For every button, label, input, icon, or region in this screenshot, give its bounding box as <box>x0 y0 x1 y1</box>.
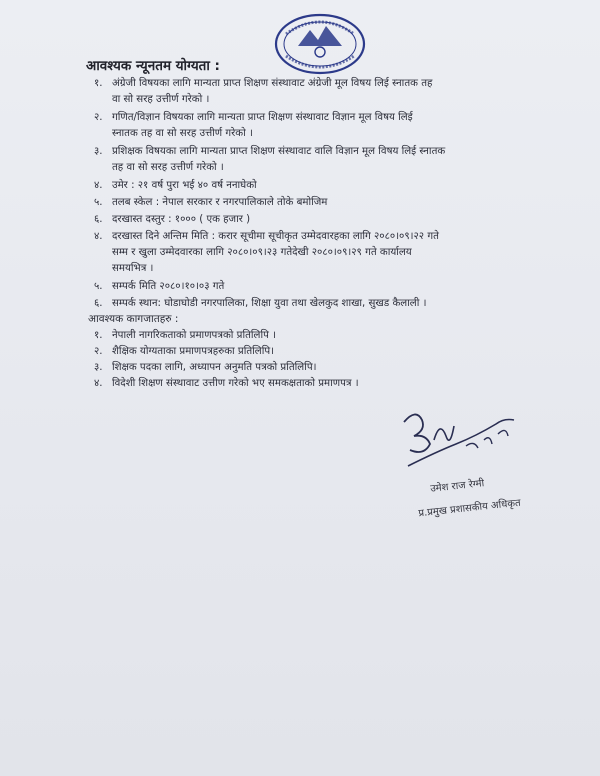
qualification-line <box>94 212 250 228</box>
qualification-line <box>94 296 426 312</box>
qualification-line <box>112 160 224 176</box>
qualification-line <box>94 76 432 92</box>
signatory-name: उमेश राज रेग्मी <box>429 478 485 495</box>
qualification-text: दरखास्त दिने अन्तिम मिति : करार सूचीमा सूचीकृत उम्मेदवारहका लागि २०८०।०९।२२ गते <box>112 231 439 242</box>
qualification-text: सम्पर्क मिति २०८०।१०।०३ गते <box>112 281 225 292</box>
item-number: ३. <box>94 146 103 157</box>
qualification-text: सम्पर्क स्थान: घोडाघोडी नगरपालिका, शिक्षा युवा तथा खेलकुद शाखा, सुखड कैलाली । <box>112 298 427 309</box>
qualification-text: गणित/विज्ञान विषयका लागि मान्यता प्राप्त शिक्षण संस्थावाट विज्ञान मूल विषय लिई <box>112 112 413 123</box>
item-number: २. <box>94 346 103 357</box>
document-text: शिक्षक पदका लागि, अध्यापन अनुमति पत्रको प्रतिलिपि। <box>112 362 317 373</box>
qualification-line <box>112 245 412 261</box>
document-item <box>94 344 274 360</box>
qualification-line <box>112 126 253 142</box>
qualifications-heading: आवश्यक न्यूनतम योग्यता : <box>86 58 220 74</box>
qualification-text: वा सो सरह उत्तीर्ण गरेको । <box>112 94 210 105</box>
qualification-line <box>94 279 224 295</box>
qualification-text: अंग्रेजी विषयका लागि मान्यता प्राप्त शिक्षण संस्थावाट अंग्रेजी मूल विषय लिई स्नातक तह <box>112 78 433 89</box>
document-text: विदेशी शिक्षण संस्थावाट उत्तीण गरेको भए समकक्षताको प्रमाणपत्र । <box>112 378 359 389</box>
item-number: १. <box>94 330 103 341</box>
item-number: ५. <box>94 281 103 292</box>
document-text: शैक्षिक योग्यताका प्रमाणपत्रहरुका प्रतिलिपि। <box>112 346 274 357</box>
qualification-text: तह वा सो सरह उत्तीर्ण गरेको । <box>112 162 224 173</box>
qualification-line <box>94 178 257 194</box>
document-item <box>94 360 316 376</box>
item-number: ५. <box>94 197 103 208</box>
item-number: ६. <box>94 214 103 225</box>
qualification-line <box>94 110 413 126</box>
document-item <box>94 376 359 392</box>
qualification-text: समयभित्र । <box>112 263 154 274</box>
item-number: २. <box>94 112 103 123</box>
qualification-text: सम्म र खुला उम्मेदवारका लागि २०८०।०९।२३ गतेदेखी २०८०।०९।२९ गते कार्यालय <box>112 247 412 258</box>
item-number: ४. <box>94 231 103 242</box>
qualification-line <box>112 92 209 108</box>
qualification-line <box>94 195 327 211</box>
qualification-text: तलब स्केल : नेपाल सरकार र नगरपालिकाले तोके बमोजिम <box>112 197 328 208</box>
document-text: नेपाली नागरिकताको प्रमाणपत्रको प्रतिलिपि । <box>112 330 276 341</box>
municipality-seal <box>272 12 368 76</box>
item-number: १. <box>94 78 103 89</box>
qualification-line <box>94 144 445 160</box>
qualification-text: दरखास्त दस्तुर : १००० ( एक हजार ) <box>112 214 251 225</box>
qualification-line <box>94 229 439 245</box>
qualification-text: उमेर : २१ वर्ष पुरा भई ४० वर्ष ननाघेको <box>112 180 257 191</box>
documents-heading: आवश्यक कागजातहरु : <box>88 313 179 325</box>
document-item <box>94 328 276 344</box>
signatory-role: प्र.प्रमुख प्रशासकीय अधिकृत <box>417 497 522 520</box>
item-number: ६. <box>94 298 103 309</box>
qualification-text: प्रशिक्षक विषयका लागि मान्यता प्राप्त शिक्षण संस्थावाट वालि विज्ञान मूल विषय लिई स्नातक <box>112 146 446 157</box>
qualification-text: स्नातक तह वा सो सरह उत्तीर्ण गरेको । <box>112 128 253 139</box>
handwritten-signature <box>396 400 526 480</box>
item-number: ३. <box>94 362 103 373</box>
qualification-line <box>112 261 153 277</box>
item-number: ४. <box>94 180 103 191</box>
item-number: ४. <box>94 378 103 389</box>
